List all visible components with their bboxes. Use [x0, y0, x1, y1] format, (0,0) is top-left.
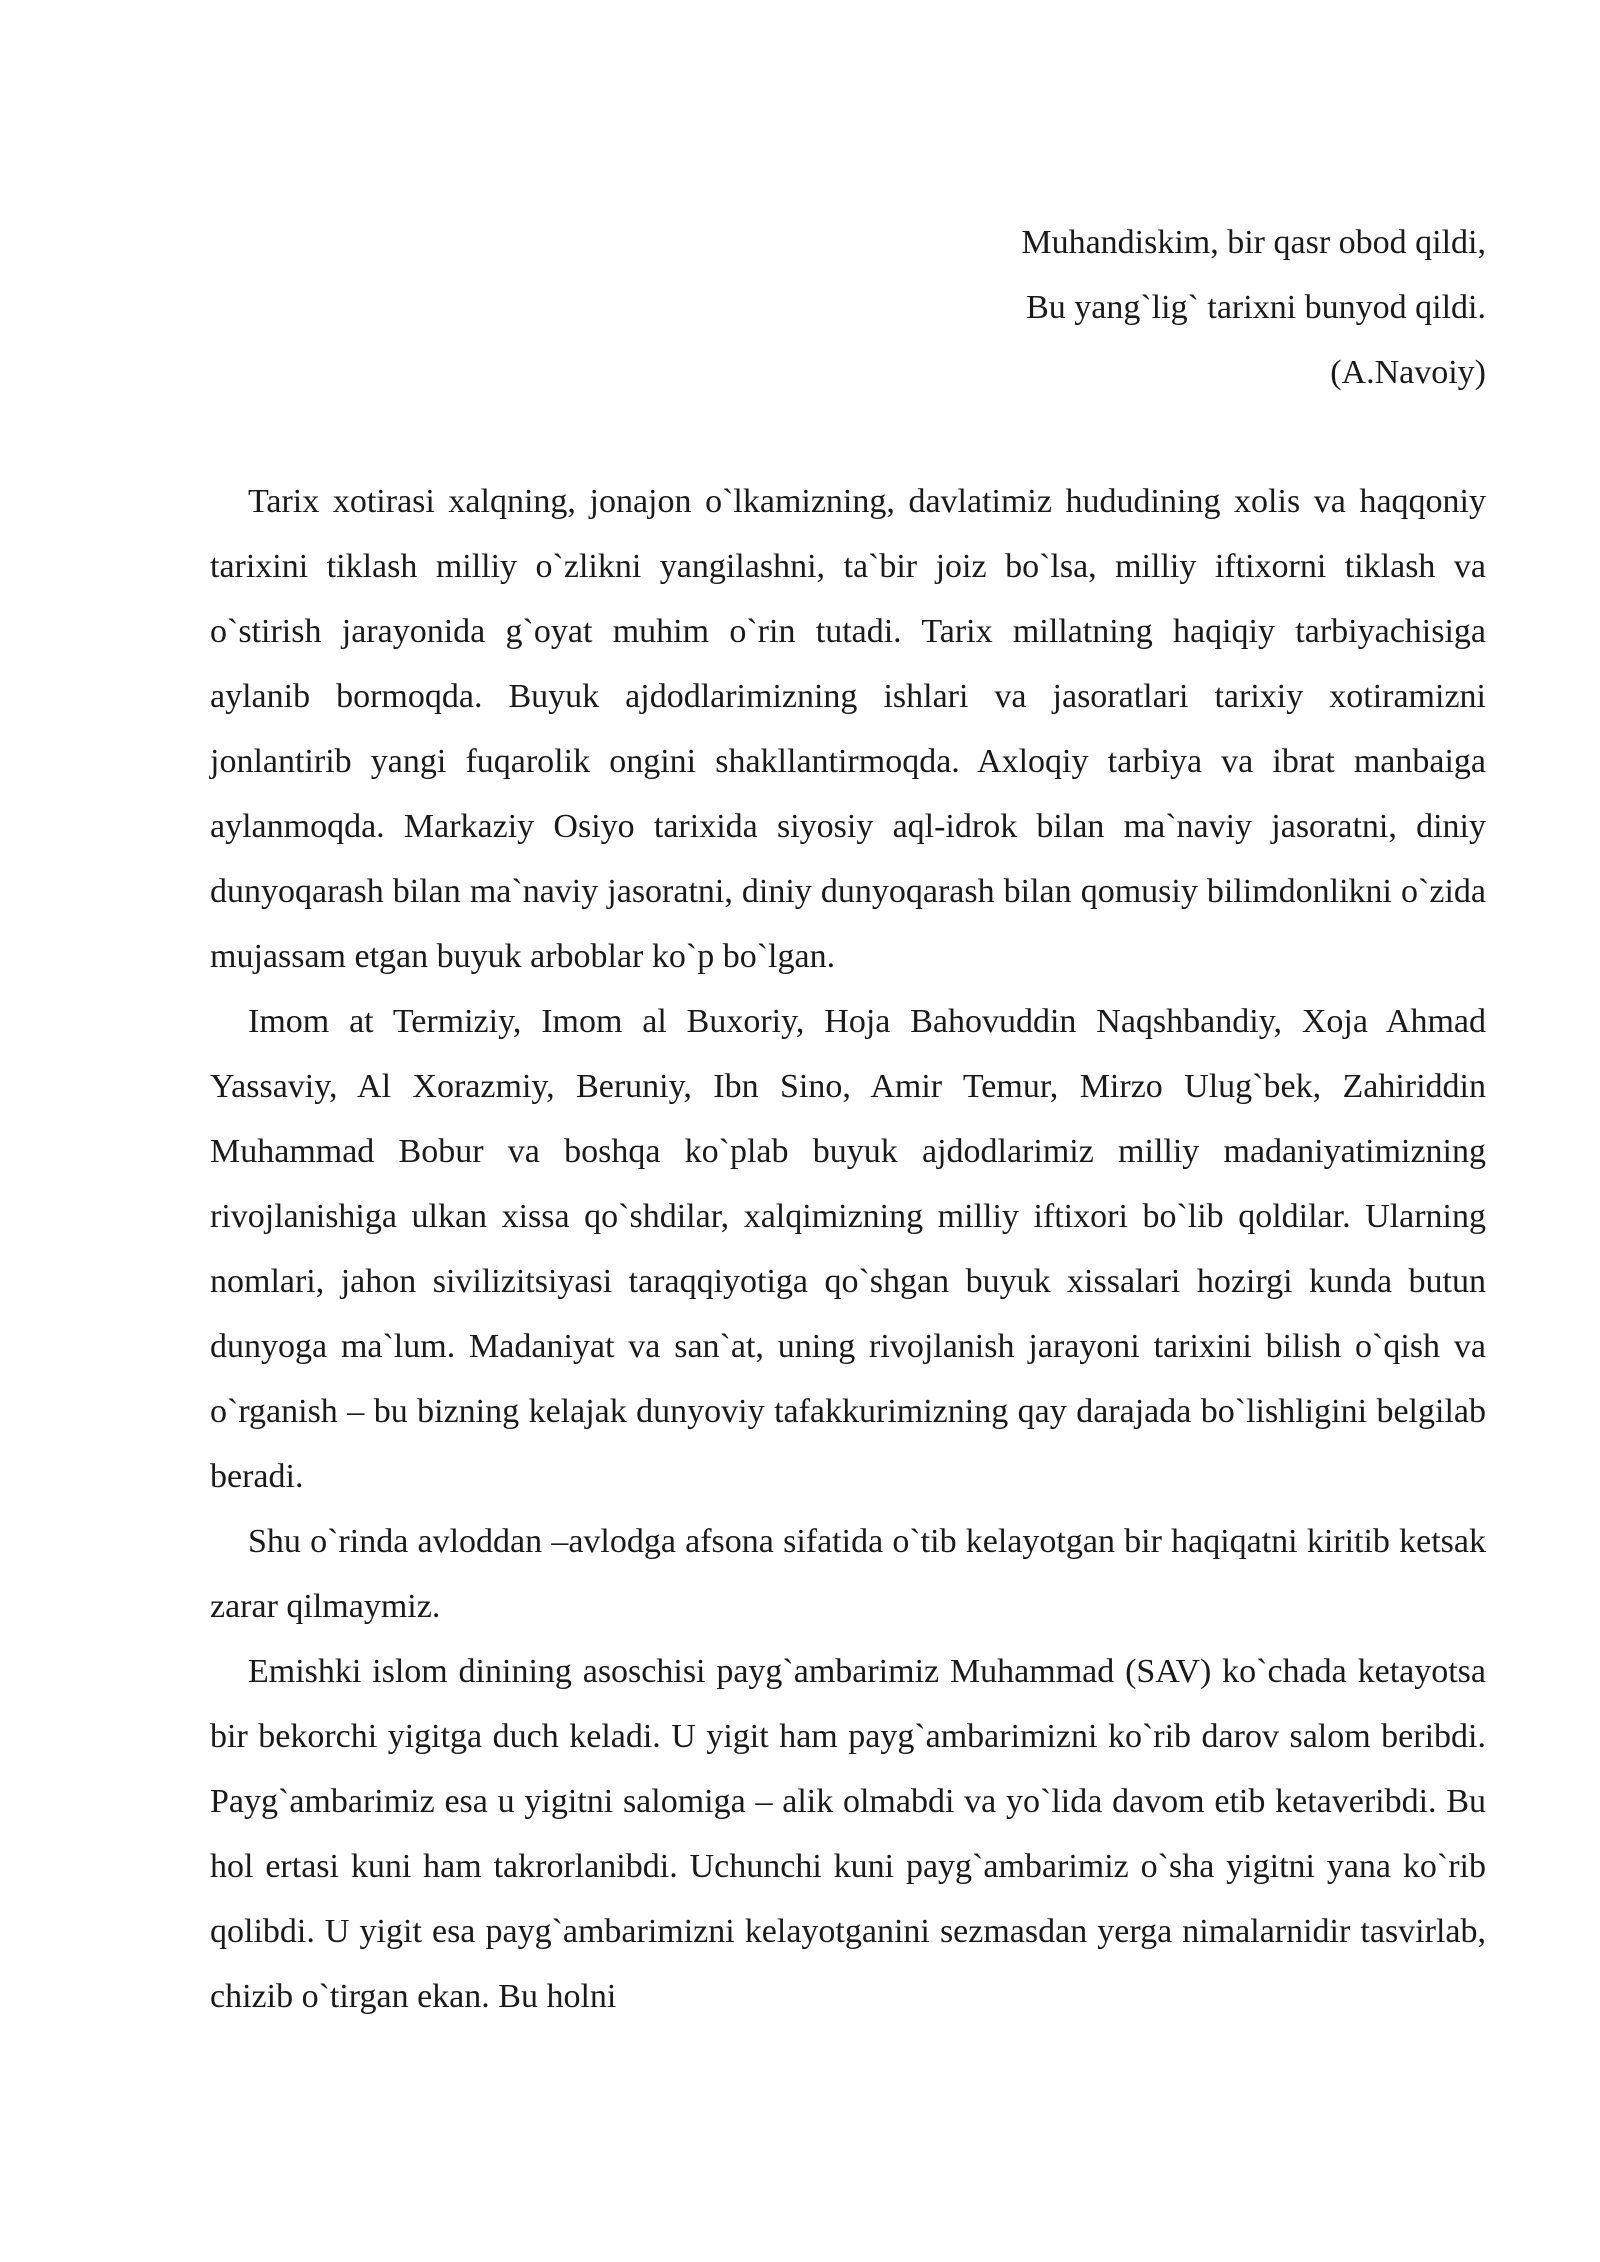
epigraph-author: (A.Navoiy) — [1330, 354, 1486, 391]
paragraph: Shu o`rinda avloddan –avlodga afsona sifatida o`tib kelayotgan bir haqiqatni kiritib ketsak zarar qilmaymiz. — [210, 1523, 1486, 1625]
paragraph: Emishki islom dinining asoschisi payg`ambarimiz Muhammad (SAV) ko`chada ketayotsa bir bekorchi yigitga duch keladi. U yigit ham payg`ambarimizni ko`rib darov salom beribdi. Payg`ambarimiz esa u yigitni salomiga – alik olmabdi va yo`lida davom etib ketaveribdi. Bu hol ertasi kuni ham takrorlanibdi. Uchunchi kuni payg`ambarimiz o`sha yigitni yana ko`rib qolibdi. U yigit esa payg`ambarimizni kelayotganini sezmasdan yerga nimalarnidir tasvirlab, chizib o`tirgan ekan. Bu holni — [210, 1653, 1486, 2015]
paragraph: Imom at Termiziy, Imom al Buxoriy, Hoja Bahovuddin Naqshbandiy, Xoja Ahmad Yassaviy, Al Xorazmiy, Beruniy, Ibn Sino, Amir Temur, Mirzo Ulug`bek, Zahiriddin Muhammad Bobur va boshqa ko`plab buyuk ajdodlarimiz milliy madaniyatimizning rivojlanishiga ulkan xissa qo`shdilar, xalqimizning milliy iftixori bo`lib qoldilar. Ularning nomlari, jahon sivilizitsiyasi taraqqiyotiga qo`shgan buyuk xissalari hozirgi kunda butun dunyoga ma`lum. Madaniyat va san`at, uning rivojlanish jarayoni tarixini bilish o`qish va o`rganish – bu bizning kelajak dunyoviy tafakkurimizning qay darajada bo`lishligini belgilab beradi. — [210, 1003, 1486, 1495]
document-body — [210, 469, 1486, 2029]
paragraph: Tarix xotirasi xalqning, jonajon o`lkamizning, davlatimiz hududining xolis va haqqoniy tarixini tiklash milliy o`zlikni yangilashni, ta`bir joiz bo`lsa, milliy iftixorni tiklash va o`stirish jarayonida g`oyat muhim o`rin tutadi. Tarix millatning haqiqiy tarbiyachisiga aylanib bormoqda. Buyuk ajdodlarimizning ishlari va jasoratlari tarixiy xotiramizni jonlantirib yangi fuqarolik ongini shakllantirmoqda. Axloqiy tarbiya va ibrat manbaiga aylanmoqda. Markaziy Osiyo tarixida siyosiy aql-idrok bilan ma`naviy jasoratni, diniy dunyoqarash bilan ma`naviy jasoratni, diniy dunyoqarash bilan qomusiy bilimdonlikni o`zida mujassam etgan buyuk arboblar ko`p bo`lgan. — [210, 483, 1486, 975]
document-page — [210, 210, 1486, 2029]
epigraph-line: Muhandiskim, bir qasr obod qildi, — [1021, 224, 1486, 261]
epigraph — [210, 210, 1486, 405]
epigraph-line: Bu yang`lig` tarixni bunyod qildi. — [1026, 289, 1486, 326]
